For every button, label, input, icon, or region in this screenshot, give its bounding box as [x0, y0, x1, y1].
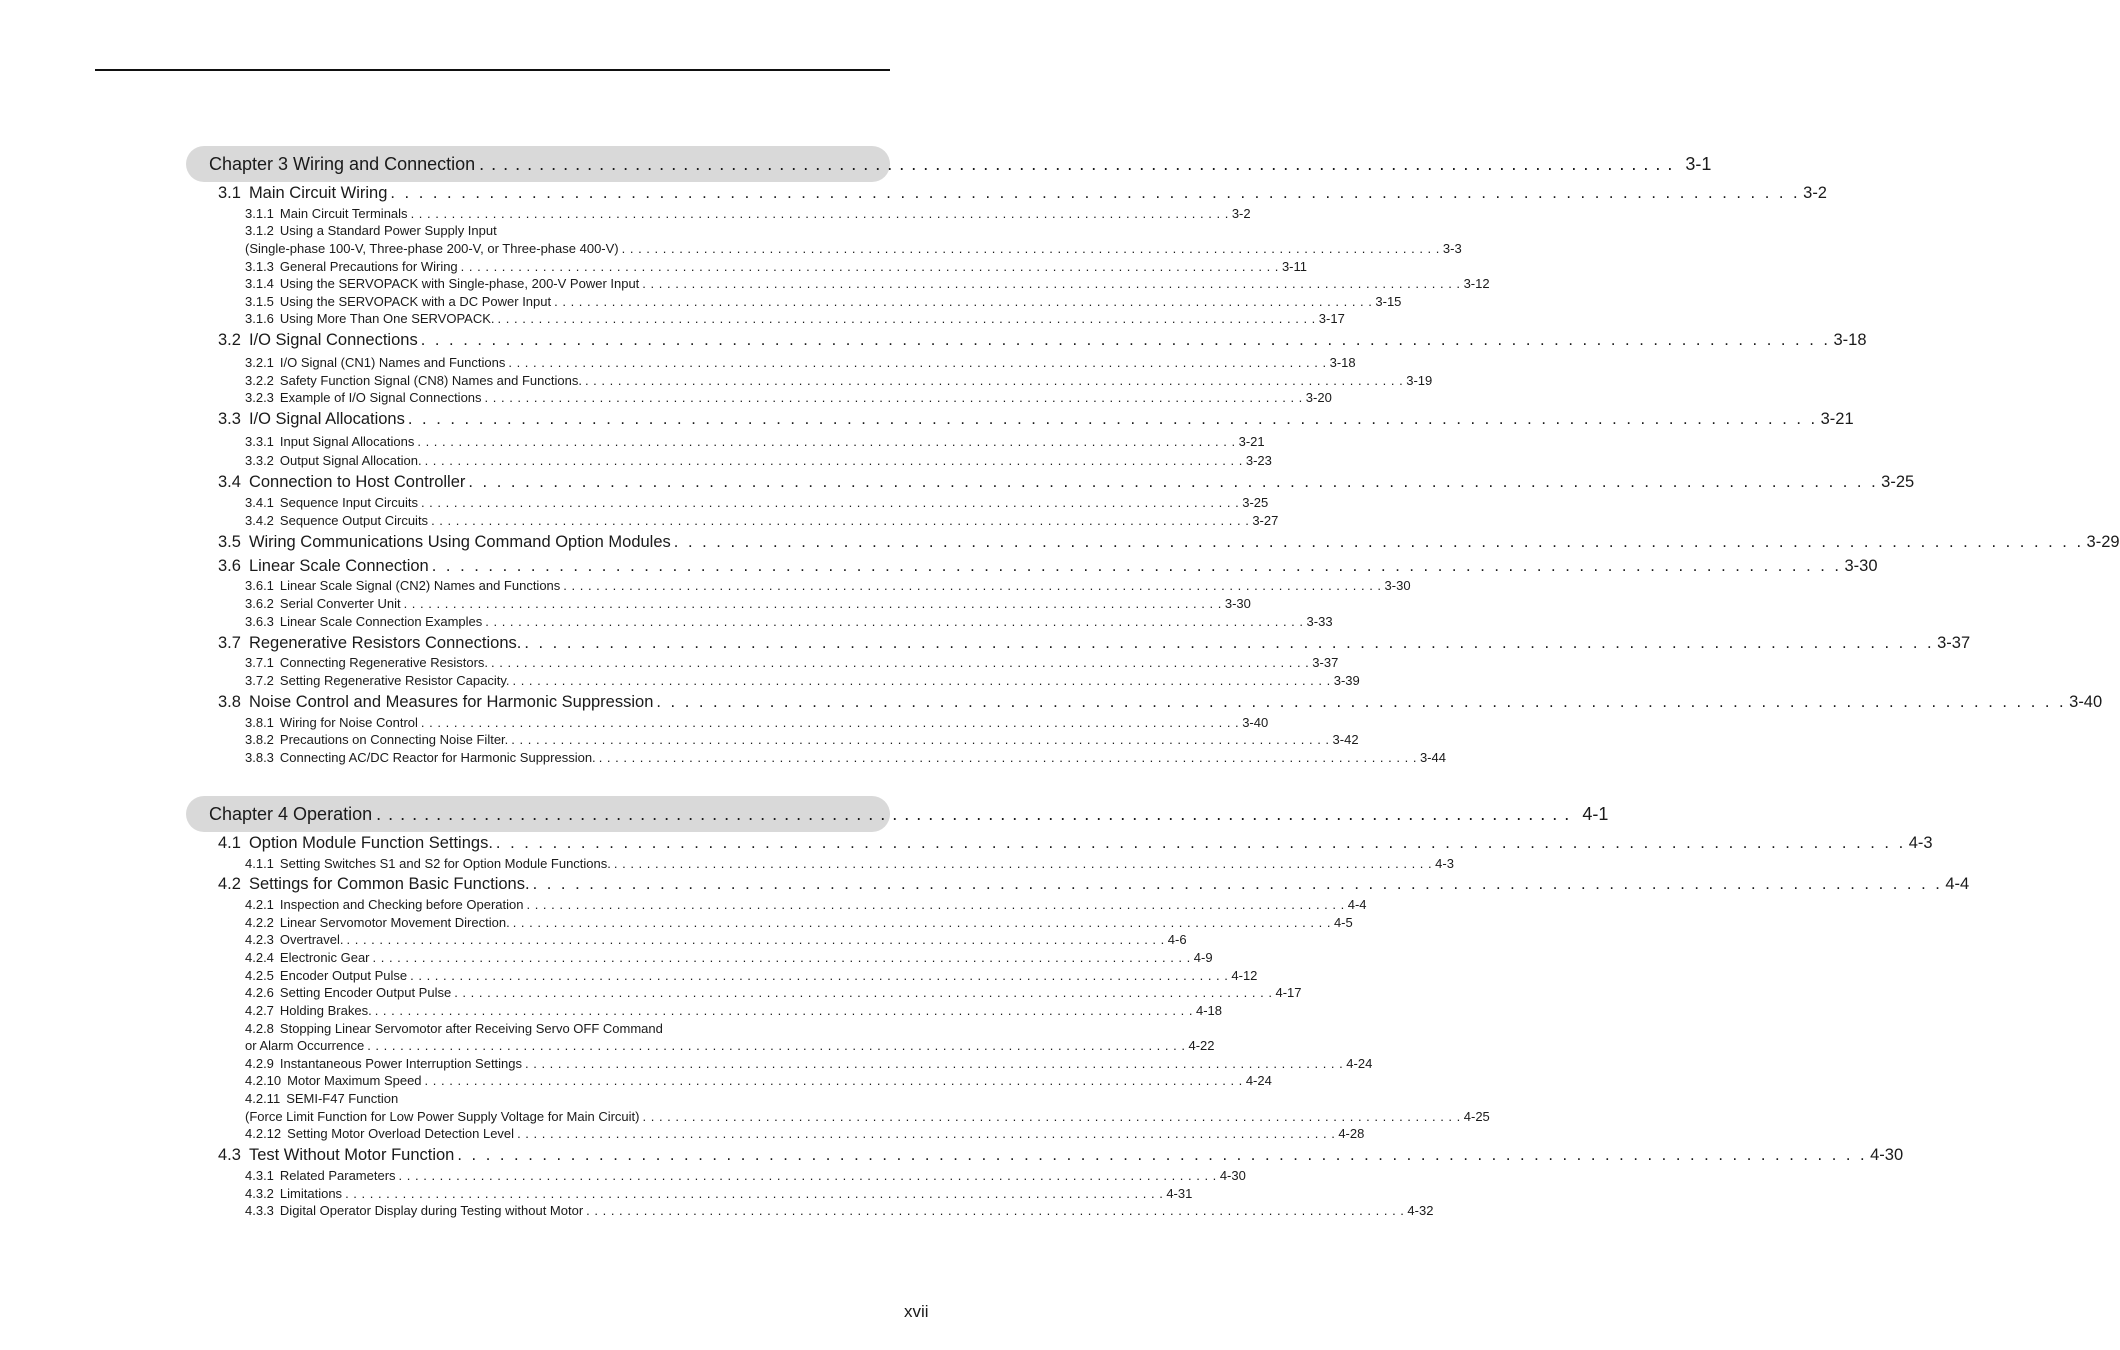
- toc-subsection: [245, 1091, 868, 1108]
- entry-page: 3-15: [1375, 294, 1402, 309]
- entry-number: 4.2.12: [245, 1126, 282, 1141]
- page-number: xvii: [904, 1302, 929, 1321]
- toc-subsection: [245, 655, 1339, 672]
- entry-title: Test Without Motor Function: [248, 1146, 455, 1164]
- entry-page: 3-18: [1833, 331, 1867, 349]
- entry-number: 3.1.1: [245, 206, 274, 221]
- entry-title: General Precautions for Wiring: [279, 259, 458, 274]
- leader-dots: . . . . . . . . . . . . . . . . . . . . . . . . . . . . . . . . . . . . . . . . . . . . . . . . . . . . . . . . . . . . . . . . . . . . . . . . . . . . . . . . . . . . . . . . . . . . . . . . . . . .: [372, 950, 1191, 965]
- entry-number: 3.4: [218, 473, 241, 491]
- entry-title: Sequence Output Circuits: [279, 513, 429, 528]
- entry-title: Setting Regenerative Resistor Capacity.: [279, 673, 510, 688]
- entry-number: 4.2.6: [245, 985, 274, 1000]
- toc-section: [218, 634, 1971, 656]
- entry-title: Example of I/O Signal Connections: [279, 390, 482, 405]
- leader-dots: . . . . . . . . . . . . . . . . . . . . . . . . . . . . . . . . . . . . . . . . . . . . . . . . . . . . . . . . . . . . . . . . . . . . . . . . . . . . . . . . . . . . . . . . . . . . . . . . . . . .: [345, 1186, 1164, 1201]
- leader-dots: . . . . . . . . . . . . . . . . . . . . . . . . . . . . . . . . . . . . . . . . . . . . . . . . . . . . . . . . . . . . . . . . . . . . . . . . . . . . . . . . . . . . . . . . . . . . . . . . . . . .: [598, 750, 1417, 765]
- entry-number: 3.1.5: [245, 294, 274, 309]
- leader-dots: . . . . . . . . . . . . . . . . . . . . . . . . . . . . . . . . . . . . . . . . . . . . . . . . . . . . . . . . . . . . . . . . . . . . . . . . . . . . . . . . . . . . . . . . . . . . . . . . . . . .: [656, 693, 2067, 711]
- leader-dots: . . . . . . . . . . . . . . . . . . . . . . . . . . . . . . . . . . . . . . . . . . . . . . . . . . . . . . . . . . . . . . . . . . . . . . . . . . . . . . . . . . . . . . . . . . . . . . . . . . . .: [485, 614, 1304, 629]
- leader-dots: . . . . . . . . . . . . . . . . . . . . . . . . . . . . . . . . . . . . . . . . . . . . . . . . . . . . . . . . . . . . . . . . . . . . . . . . . . . . . . . . . . . . . . . . . . . . . . . . . . . .: [508, 355, 1327, 370]
- leader-dots: . . . . . . . . . . . . . . . . . . . . . . . . . . . . . . . . . . . . . . . . . . . . . . . . . . . . . . . . . . . . . . . . . . . . . . . . . . . . . . . . . . . . . . . . . . . . . . . . . . . .: [431, 513, 1250, 528]
- entry-title: Electronic Gear: [279, 950, 370, 965]
- entry-number: 3.4.1: [245, 495, 274, 510]
- entry-page: 3-44: [1419, 750, 1446, 765]
- entry-page: 3-30: [1844, 557, 1878, 575]
- toc-subsection: [245, 294, 1402, 311]
- entry-page: 3-27: [1252, 513, 1279, 528]
- entry-title: Holding Brakes.: [279, 1003, 372, 1018]
- entry-page: 4-6: [1167, 932, 1187, 947]
- entry-title: Linear Scale Connection Examples: [279, 614, 483, 629]
- entry-title: Stopping Linear Servomotor after Receiving Servo OFF Command: [279, 1021, 663, 1036]
- toc-subsection: [245, 715, 1269, 732]
- entry-page: 3-33: [1306, 614, 1333, 629]
- leader-dots: . . . . . . . . . . . . . . . . . . . . . . . . . . . . . . . . . . . . . . . . . . . . . . . . . . . . . . . . . . . . . . . . . . . . . . . . . . . . . . . . . . . . . . . . . . . . . . . . . . . .: [457, 1146, 1868, 1164]
- toc-subsection: [245, 434, 1265, 451]
- entry-number: 3.1.6: [245, 311, 274, 326]
- entry-number: 4.3.1: [245, 1168, 274, 1183]
- toc-subsection: [245, 355, 1356, 372]
- leader-dots: . . . . . . . . . . . . . . . . . . . . . . . . . . . . . . . . . . . . . . . . . . . . . . . . . . . . . . . . . . . . . . . . . . . . . . . . . . . . . . . . . . . . . . . . . . . . . . . . . . . .: [420, 331, 1831, 349]
- leader-dots: . . . . . . . . . . . . . . . . . . . . . . . . . . . . . . . . . . . . . . . . . . . . . . . . . . . . . . . . . . . . . . . . . . . . . . . . . . . . . . . . . . . . . . . . . . . . . . . . . . . .: [642, 276, 1461, 291]
- leader-dots: . . . . . . . . . . . . . . . . . . . . . . . . . . . . . . . . . . . . . . . . . . . . . . . . . . . . . . . . . . . . . . . . . . . . . . . . . . . . . . . . . . . . . . . . . . . . . . . . . . . .: [554, 294, 1373, 309]
- toc-subsection: [245, 750, 1446, 767]
- entry-title: Safety Function Signal (CN8) Names and Functions.: [279, 373, 582, 388]
- toc-subsection: [245, 259, 1307, 276]
- toc-subsection: [245, 1056, 1373, 1073]
- entry-title: Instantaneous Power Interruption Settings: [279, 1056, 523, 1071]
- entry-page: 3-39: [1333, 673, 1360, 688]
- entry-page: 3-3: [1442, 241, 1462, 256]
- entry-page: 3-18: [1329, 355, 1356, 370]
- leader-dots: . . . . . . . . . . . . . . . . . . . . . . . . . . . . . . . . . . . . . . . . . . . . . . . . . . . . . . . . . . . . . . . . . . . . . . . . . . . . . . . . . . . . . . . . . . . . . . . . . . . .: [524, 634, 1935, 652]
- entry-page: 3-29: [2086, 533, 2120, 551]
- toc-section: [218, 557, 1878, 579]
- entry-page: 3-37: [1937, 634, 1971, 652]
- toc-subsection: [245, 1168, 1246, 1185]
- entry-number: 3.7.1: [245, 655, 274, 670]
- entry-number: 3.2.3: [245, 390, 274, 405]
- toc-subsection: [245, 1021, 868, 1038]
- leader-dots: . . . . . . . . . . . . . . . . . . . . . . . . . . . . . . . . . . . . . . . . . . . . . . . . . . . . . . . . . . . . . . . . . . . . . . . . . . . . . . . . . . . . . . . . . . . . . . . . . . . .: [410, 206, 1229, 221]
- leader-dots: . . . . . . . . . . . . . . . . . . . . . . . . . . . . . . . . . . . . . . . . . . . . . . . . . . . . . . . . . . . . . . . . . . . . . . . . . . . . . . . . . . . . . . . . . . . . . . . . . . . .: [460, 259, 1279, 274]
- toc-section: [218, 473, 1915, 495]
- entry-title: Connecting AC/DC Reactor for Harmonic Suppression.: [279, 750, 596, 765]
- entry-title: Related Parameters: [279, 1168, 396, 1183]
- toc-subsection: [245, 1186, 1193, 1203]
- entry-title: Encoder Output Pulse: [279, 968, 408, 983]
- entry-title: I/O Signal Connections: [248, 331, 418, 349]
- entry-page: 4-9: [1193, 950, 1213, 965]
- entry-page: 4-31: [1166, 1186, 1193, 1201]
- toc-section: [218, 834, 1933, 856]
- entry-page: 4-30: [1870, 1146, 1904, 1164]
- entry-page: 3-19: [1406, 373, 1433, 388]
- entry-number: 4.3.2: [245, 1186, 274, 1201]
- chapter-heading: [186, 796, 1609, 832]
- entry-title: Motor Maximum Speed: [287, 1073, 422, 1088]
- entry-page: 4-4: [1945, 875, 1970, 893]
- entry-title: Serial Converter Unit: [279, 596, 401, 611]
- entry-title: Setting Switches S1 and S2 for Option Module Functions.: [279, 856, 611, 871]
- entry-number: 3.1: [218, 184, 241, 202]
- entry-page: 4-30: [1219, 1168, 1246, 1183]
- entry-title: I/O Signal Allocations: [248, 410, 405, 428]
- leader-dots: . . . . . . . . . . . . . . . . . . . . . . . . . . . . . . . . . . . . . . . . . . . . . . . . . . . . . . . . . . . . . . . . . . . . . . . . . . . . . . . . . . . . . . . . . . . . . . . . . . . .: [512, 915, 1331, 930]
- toc-subsection: [245, 673, 1360, 690]
- toc-subsection: [245, 950, 1213, 967]
- entry-title: Noise Control and Measures for Harmonic Suppression: [248, 693, 654, 711]
- leader-dots: . . . . . . . . . . . . . . . . . . . . . . . . . . . . . . . . . . . . . . . . . . . . . . . . . . . . . . . . . . . . . . . . . . . . . . . . . . . . . . . . . . . . . . . . . . . . . . . . . . . .: [367, 1038, 1186, 1053]
- leader-dots: . . . . . . . . . . . . . . . . . . . . . . . . . . . . . . . . . . . . . . . . . . . . . . . . . . . . . . . . . . . . . . . . . . . . . . . . . . . . . . . . . . . . . . . . . . . . . . . . . . . .: [586, 1203, 1405, 1218]
- entry-title: Setting Encoder Output Pulse: [279, 985, 452, 1000]
- entry-title: Wiring for Noise Control: [279, 715, 418, 730]
- entry-number: 4.2.5: [245, 968, 274, 983]
- toc-subsection: [245, 206, 1251, 223]
- entry-page: 3-17: [1318, 311, 1345, 326]
- entry-page: 3-20: [1305, 390, 1332, 405]
- entry-page: 4-12: [1231, 968, 1258, 983]
- entry-number: 4.2.4: [245, 950, 274, 965]
- entry-number: 3.7: [218, 634, 241, 652]
- entry-number: 3.6.3: [245, 614, 274, 629]
- leader-dots: . . . . . . . . . . . . . . . . . . . . . . . . . . . . . . . . . . . . . . . . . . . . . . . . . . . . . . . . . . . . . . . . . . . . . . . . . . . . . . . . . . . . . . . . . . . . . . . . . . . .: [673, 533, 2084, 551]
- entry-title: Using the SERVOPACK with Single-phase, 200-V Power Input: [279, 276, 640, 291]
- leader-dots: . . . . . . . . . . . . . . . . . . . . . . . . . . . . . . . . . . . . . . . . . . . . . . . . . . . . . . . . . . . . . . . . . . . . . . . . . . . . . . . . . . . . . . . . . . . . . . . . . . . .: [376, 803, 1571, 824]
- toc-subsection: [245, 578, 1411, 595]
- toc-subsection: [245, 614, 1333, 631]
- entry-number: 3.3.1: [245, 434, 274, 449]
- entry-number: 4.3: [218, 1146, 241, 1164]
- entry-title: (Force Limit Function for Low Power Supply Voltage for Main Circuit): [245, 1109, 640, 1124]
- toc-subsection: [245, 1003, 1222, 1020]
- entry-number: 3.6: [218, 557, 241, 575]
- entry-page: 3-30: [1224, 596, 1251, 611]
- entry-number: 3.7.2: [245, 673, 274, 688]
- leader-dots: . . . . . . . . . . . . . . . . . . . . . . . . . . . . . . . . . . . . . . . . . . . . . . . . . . . . . . . . . . . . . . . . . . . . . . . . . . . . . . . . . . . . . . . . . . . . . . . . . . . .: [390, 184, 1801, 202]
- entry-number: 4.3.3: [245, 1203, 274, 1218]
- entry-number: 3.4.2: [245, 513, 274, 528]
- entry-number: 3.6.1: [245, 578, 274, 593]
- chapter-page: 3-1: [1685, 153, 1712, 174]
- leader-dots: . . . . . . . . . . . . . . . . . . . . . . . . . . . . . . . . . . . . . . . . . . . . . . . . . . . . . . . . . . . . . . . . . . . . . . . . . . . . . . . . . . . . . . . . . . . . . . . . . . . .: [417, 434, 1236, 449]
- toc-subsection: [245, 1203, 1434, 1220]
- entry-title: Using a Standard Power Supply Input: [279, 223, 497, 238]
- toc-subsection: [245, 1126, 1365, 1143]
- entry-page: 3-25: [1881, 473, 1915, 491]
- entry-title: Option Module Function Settings.: [248, 834, 493, 852]
- toc-subsection: [245, 915, 1353, 932]
- entry-number: 3.1.3: [245, 259, 274, 274]
- entry-number: 4.2.8: [245, 1021, 274, 1036]
- entry-title: Input Signal Allocations: [279, 434, 415, 449]
- entry-page: 4-22: [1188, 1038, 1215, 1053]
- leader-dots: . . . . . . . . . . . . . . . . . . . . . . . . . . . . . . . . . . . . . . . . . . . . . . . . . . . . . . . . . . . . . . . . . . . . . . . . . . . . . . . . . . . . . . . . . . . . . . . . . . . .: [511, 732, 1330, 747]
- toc-subsection: [245, 390, 1332, 407]
- toc-subsection: [245, 596, 1251, 613]
- toc-subsection: [245, 897, 1367, 914]
- entry-number: 3.8.3: [245, 750, 274, 765]
- toc-subsection: [245, 1038, 1215, 1055]
- leader-dots: . . . . . . . . . . . . . . . . . . . . . . . . . . . . . . . . . . . . . . . . . . . . . . . . . . . . . . . . . . . . . . . . . . . . . . . . . . . . . . . . . . . . . . . . . . . . . . . . . . . .: [398, 1168, 1217, 1183]
- toc-subsection: [245, 276, 1490, 293]
- header-rule: [95, 69, 890, 71]
- leader-dots: . . . . . . . . . . . . . . . . . . . . . . . . . . . . . . . . . . . . . . . . . . . . . . . . . . . . . . . . . . . . . . . . . . . . . . . . . . . . . . . . . . . . . . . . . . . . . . . . . . . .: [407, 410, 1818, 428]
- leader-dots: . . . . . . . . . . . . . . . . . . . . . . . . . . . . . . . . . . . . . . . . . . . . . . . . . . . . . . . . . . . . . . . . . . . . . . . . . . . . . . . . . . . . . . . . . . . . . . . . . . . .: [512, 673, 1331, 688]
- toc-subsection: [245, 932, 1187, 949]
- toc-subsection: [245, 453, 1272, 470]
- entry-number: 3.2.2: [245, 373, 274, 388]
- entry-number: 3.8.2: [245, 732, 274, 747]
- entry-number: 3.3.2: [245, 453, 274, 468]
- entry-title: Overtravel.: [279, 932, 344, 947]
- entry-page: 3-25: [1242, 495, 1269, 510]
- toc-subsection: [245, 223, 868, 240]
- entry-number: 3.6.2: [245, 596, 274, 611]
- entry-number: 4.2.3: [245, 932, 274, 947]
- entry-number: 4.2.2: [245, 915, 274, 930]
- leader-dots: . . . . . . . . . . . . . . . . . . . . . . . . . . . . . . . . . . . . . . . . . . . . . . . . . . . . . . . . . . . . . . . . . . . . . . . . . . . . . . . . . . . . . . . . . . . . . . . . . . . .: [374, 1003, 1193, 1018]
- leader-dots: . . . . . . . . . . . . . . . . . . . . . . . . . . . . . . . . . . . . . . . . . . . . . . . . . . . . . . . . . . . . . . . . . . . . . . . . . . . . . . . . . . . . . . . . . . . . . . . . . . . .: [642, 1109, 1461, 1124]
- entry-page: 4-32: [1407, 1203, 1434, 1218]
- entry-number: 4.2.1: [245, 897, 274, 912]
- leader-dots: . . . . . . . . . . . . . . . . . . . . . . . . . . . . . . . . . . . . . . . . . . . . . . . . . . . . . . . . . . . . . . . . . . . . . . . . . . . . . . . . . . . . . . . . . . . . . . . . . . . .: [525, 1056, 1344, 1071]
- entry-title: I/O Signal (CN1) Names and Functions: [279, 355, 506, 370]
- entry-number: 3.3: [218, 410, 241, 428]
- entry-page: 3-42: [1332, 732, 1359, 747]
- entry-title: Precautions on Connecting Noise Filter.: [279, 732, 509, 747]
- entry-page: 4-3: [1435, 856, 1454, 871]
- entry-number: 3.1.4: [245, 276, 274, 291]
- leader-dots: . . . . . . . . . . . . . . . . . . . . . . . . . . . . . . . . . . . . . . . . . . . . . . . . . . . . . . . . . . . . . . . . . . . . . . . . . . . . . . . . . . . . . . . . . . . . . . . . . . . .: [584, 373, 1404, 388]
- entry-number: 3.8: [218, 693, 241, 711]
- toc-section: [218, 1146, 1904, 1168]
- entry-title: Wiring Communications Using Command Option Modules: [248, 533, 671, 551]
- entry-page: 3-11: [1281, 259, 1307, 274]
- chapter-page: 4-1: [1582, 803, 1609, 824]
- toc-subsection: [245, 968, 1258, 985]
- leader-dots: . . . . . . . . . . . . . . . . . . . . . . . . . . . . . . . . . . . . . . . . . . . . . . . . . . . . . . . . . . . . . . . . . . . . . . . . . . . . . . . . . . . . . . . . . . . . . . . . . . . .: [431, 557, 1842, 575]
- entry-title: SEMI-F47 Function: [286, 1091, 399, 1106]
- leader-dots: . . . . . . . . . . . . . . . . . . . . . . . . . . . . . . . . . . . . . . . . . . . . . . . . . . . . . . . . . . . . . . . . . . . . . . . . . . . . . . . . . . . . . . . . . . . . . . . . . . . .: [532, 875, 1943, 893]
- leader-dots: . . . . . . . . . . . . . . . . . . . . . . . . . . . . . . . . . . . . . . . . . . . . . . . . . . . . . . . . . . . . . . . . . . . . . . . . . . . . . . . . . . . . . . . . . . . . . . . . . . . .: [468, 473, 1879, 491]
- entry-title: Main Circuit Terminals: [279, 206, 408, 221]
- entry-page: 3-37: [1312, 655, 1339, 670]
- entry-page: 3-40: [2069, 693, 2103, 711]
- leader-dots: . . . . . . . . . . . . . . . . . . . . . . . . . . . . . . . . . . . . . . . . . . . . . . . . . . . . . . . . . . . . . . . . . . . . . . . . . . . . . . . . . . . . . . . . . . . . . . . . . . . .: [491, 655, 1310, 670]
- entry-title: Setting Motor Overload Detection Level: [287, 1126, 515, 1141]
- toc-subsection: [245, 311, 1345, 328]
- entry-number: 3.1.2: [245, 223, 274, 238]
- leader-dots: . . . . . . . . . . . . . . . . . . . . . . . . . . . . . . . . . . . . . . . . . . . . . . . . . . . . . . . . . . . . . . . . . . . . . . . . . . . . . . . . . . . . . . . . . . . . . . . . . . . .: [424, 453, 1243, 468]
- entry-title: (Single-phase 100-V, Three-phase 200-V, or Three-phase 400-V): [245, 241, 619, 256]
- entry-title: Settings for Common Basic Functions.: [248, 875, 530, 893]
- entry-title: Linear Scale Connection: [248, 557, 429, 575]
- toc-subsection: [245, 1073, 1272, 1090]
- entry-title: Digital Operator Display during Testing without Motor: [279, 1203, 584, 1218]
- entry-page: 4-24: [1245, 1073, 1272, 1088]
- entry-page: 3-40: [1242, 715, 1269, 730]
- leader-dots: . . . . . . . . . . . . . . . . . . . . . . . . . . . . . . . . . . . . . . . . . . . . . . . . . . . . . . . . . . . . . . . . . . . . . . . . . . . . . . . . . . . . . . . . . . . . . . . . . . . .: [420, 495, 1240, 510]
- entry-number: 3.2.1: [245, 355, 274, 370]
- entry-number: 4.2: [218, 875, 241, 893]
- entry-page: 4-24: [1346, 1056, 1373, 1071]
- entry-page: 4-17: [1275, 985, 1302, 1000]
- toc-section: [218, 184, 1827, 206]
- leader-dots: . . . . . . . . . . . . . . . . . . . . . . . . . . . . . . . . . . . . . . . . . . . . . . . . . . . . . . . . . . . . . . . . . . . . . . . . . . . . . . . . . . . . . . . . . . . . . . . . . . . .: [346, 932, 1165, 947]
- toc-subsection: [245, 373, 1433, 390]
- entry-page: 3-30: [1384, 578, 1411, 593]
- toc-subsection: [245, 856, 1454, 873]
- toc-section: [218, 533, 2120, 555]
- entry-page: 4-28: [1338, 1126, 1365, 1141]
- entry-page: 3-21: [1238, 434, 1265, 449]
- entry-title: or Alarm Occurrence: [245, 1038, 365, 1053]
- entry-page: 3-2: [1803, 184, 1827, 202]
- toc-subsection: [245, 732, 1359, 749]
- leader-dots: . . . . . . . . . . . . . . . . . . . . . . . . . . . . . . . . . . . . . . . . . . . . . . . . . . . . . . . . . . . . . . . . . . . . . . . . . . . . . . . . . . . . . . . . . . . . . . . . . . . .: [403, 596, 1222, 611]
- toc-subsection: [245, 985, 1302, 1002]
- leader-dots: . . . . . . . . . . . . . . . . . . . . . . . . . . . . . . . . . . . . . . . . . . . . . . . . . . . . . . . . . . . . . . . . . . . . . . . . . . . . . . . . . . . . . . . . . . . . . . . . . . . .: [424, 1073, 1243, 1088]
- entry-title: Sequence Input Circuits: [279, 495, 418, 510]
- entry-title: Main Circuit Wiring: [248, 184, 388, 202]
- chapter-title: Chapter 3 Wiring and Connection: [209, 153, 476, 174]
- leader-dots: . . . . . . . . . . . . . . . . . . . . . . . . . . . . . . . . . . . . . . . . . . . . . . . . . . . . . . . . . . . . . . . . . . . . . . . . . . . . . . . . . . . . . . . . . . . . . . . . . . . .: [517, 1126, 1336, 1141]
- toc-subsection: [245, 495, 1269, 512]
- entry-page: 4-5: [1333, 915, 1353, 930]
- entry-number: 4.1.1: [245, 856, 274, 871]
- entry-page: 4-25: [1463, 1109, 1490, 1124]
- entry-title: Output Signal Allocation.: [279, 453, 422, 468]
- entry-number: 3.8.1: [245, 715, 274, 730]
- leader-dots: . . . . . . . . . . . . . . . . . . . . . . . . . . . . . . . . . . . . . . . . . . . . . . . . . . . . . . . . . . . . . . . . . . . . . . . . . . . . . . . . . . . . . . . . . . . . . . . . . . . .: [613, 856, 1433, 871]
- leader-dots: . . . . . . . . . . . . . . . . . . . . . . . . . . . . . . . . . . . . . . . . . . . . . . . . . . . . . . . . . . . . . . . . . . . . . . . . . . . . . . . . . . . . . . . . . . . . . . . . . . . .: [621, 241, 1440, 256]
- toc-section: [218, 693, 2103, 715]
- entry-number: 4.2.11: [245, 1091, 281, 1106]
- entry-page: 4-4: [1347, 897, 1367, 912]
- leader-dots: . . . . . . . . . . . . . . . . . . . . . . . . . . . . . . . . . . . . . . . . . . . . . . . . . . . . . . . . . . . . . . . . . . . . . . . . . . . . . . . . . . . . . . . . . . . . . . . . . . . .: [479, 153, 1674, 174]
- entry-number: 3.5: [218, 533, 241, 551]
- leader-dots: . . . . . . . . . . . . . . . . . . . . . . . . . . . . . . . . . . . . . . . . . . . . . . . . . . . . . . . . . . . . . . . . . . . . . . . . . . . . . . . . . . . . . . . . . . . . . . . . . . . .: [420, 715, 1240, 730]
- leader-dots: . . . . . . . . . . . . . . . . . . . . . . . . . . . . . . . . . . . . . . . . . . . . . . . . . . . . . . . . . . . . . . . . . . . . . . . . . . . . . . . . . . . . . . . . . . . . . . . . . . . .: [563, 578, 1382, 593]
- entry-page: 4-3: [1908, 834, 1933, 852]
- leader-dots: . . . . . . . . . . . . . . . . . . . . . . . . . . . . . . . . . . . . . . . . . . . . . . . . . . . . . . . . . . . . . . . . . . . . . . . . . . . . . . . . . . . . . . . . . . . . . . . . . . . .: [495, 834, 1906, 852]
- entry-title: Inspection and Checking before Operation: [279, 897, 524, 912]
- entry-number: 4.2.7: [245, 1003, 274, 1018]
- entry-title: Using the SERVOPACK with a DC Power Input: [279, 294, 552, 309]
- chapter-title: Chapter 4 Operation: [209, 803, 373, 824]
- toc-section: [218, 410, 1854, 432]
- entry-title: Connecting Regenerative Resistors.: [279, 655, 489, 670]
- toc-subsection: [245, 241, 1462, 258]
- entry-page: 3-21: [1820, 410, 1854, 428]
- toc-subsection: [245, 1109, 1490, 1126]
- entry-page: 3-23: [1245, 453, 1272, 468]
- leader-dots: . . . . . . . . . . . . . . . . . . . . . . . . . . . . . . . . . . . . . . . . . . . . . . . . . . . . . . . . . . . . . . . . . . . . . . . . . . . . . . . . . . . . . . . . . . . . . . . . . . . .: [454, 985, 1273, 1000]
- entry-page: 4-18: [1195, 1003, 1222, 1018]
- entry-number: 4.2.10: [245, 1073, 282, 1088]
- toc-section: [218, 331, 1867, 353]
- entry-title: Linear Scale Signal (CN2) Names and Functions: [279, 578, 561, 593]
- entry-number: 3.2: [218, 331, 241, 349]
- leader-dots: . . . . . . . . . . . . . . . . . . . . . . . . . . . . . . . . . . . . . . . . . . . . . . . . . . . . . . . . . . . . . . . . . . . . . . . . . . . . . . . . . . . . . . . . . . . . . . . . . . . .: [497, 311, 1316, 326]
- toc-section: [218, 875, 1970, 897]
- leader-dots: . . . . . . . . . . . . . . . . . . . . . . . . . . . . . . . . . . . . . . . . . . . . . . . . . . . . . . . . . . . . . . . . . . . . . . . . . . . . . . . . . . . . . . . . . . . . . . . . . . . .: [484, 390, 1303, 405]
- entry-page: 3-2: [1231, 206, 1251, 221]
- leader-dots: . . . . . . . . . . . . . . . . . . . . . . . . . . . . . . . . . . . . . . . . . . . . . . . . . . . . . . . . . . . . . . . . . . . . . . . . . . . . . . . . . . . . . . . . . . . . . . . . . . . .: [410, 968, 1229, 983]
- entry-page: 3-12: [1463, 276, 1490, 291]
- entry-title: Limitations: [279, 1186, 343, 1201]
- entry-number: 4.2.9: [245, 1056, 274, 1071]
- toc-subsection: [245, 513, 1279, 530]
- entry-title: Linear Servomotor Movement Direction.: [279, 915, 510, 930]
- entry-title: Regenerative Resistors Connections.: [248, 634, 522, 652]
- entry-number: 4.1: [218, 834, 241, 852]
- entry-title: Using More Than One SERVOPACK.: [279, 311, 495, 326]
- leader-dots: . . . . . . . . . . . . . . . . . . . . . . . . . . . . . . . . . . . . . . . . . . . . . . . . . . . . . . . . . . . . . . . . . . . . . . . . . . . . . . . . . . . . . . . . . . . . . . . . . . . .: [526, 897, 1345, 912]
- chapter-heading: [186, 146, 1712, 182]
- entry-title: Connection to Host Controller: [248, 473, 466, 491]
